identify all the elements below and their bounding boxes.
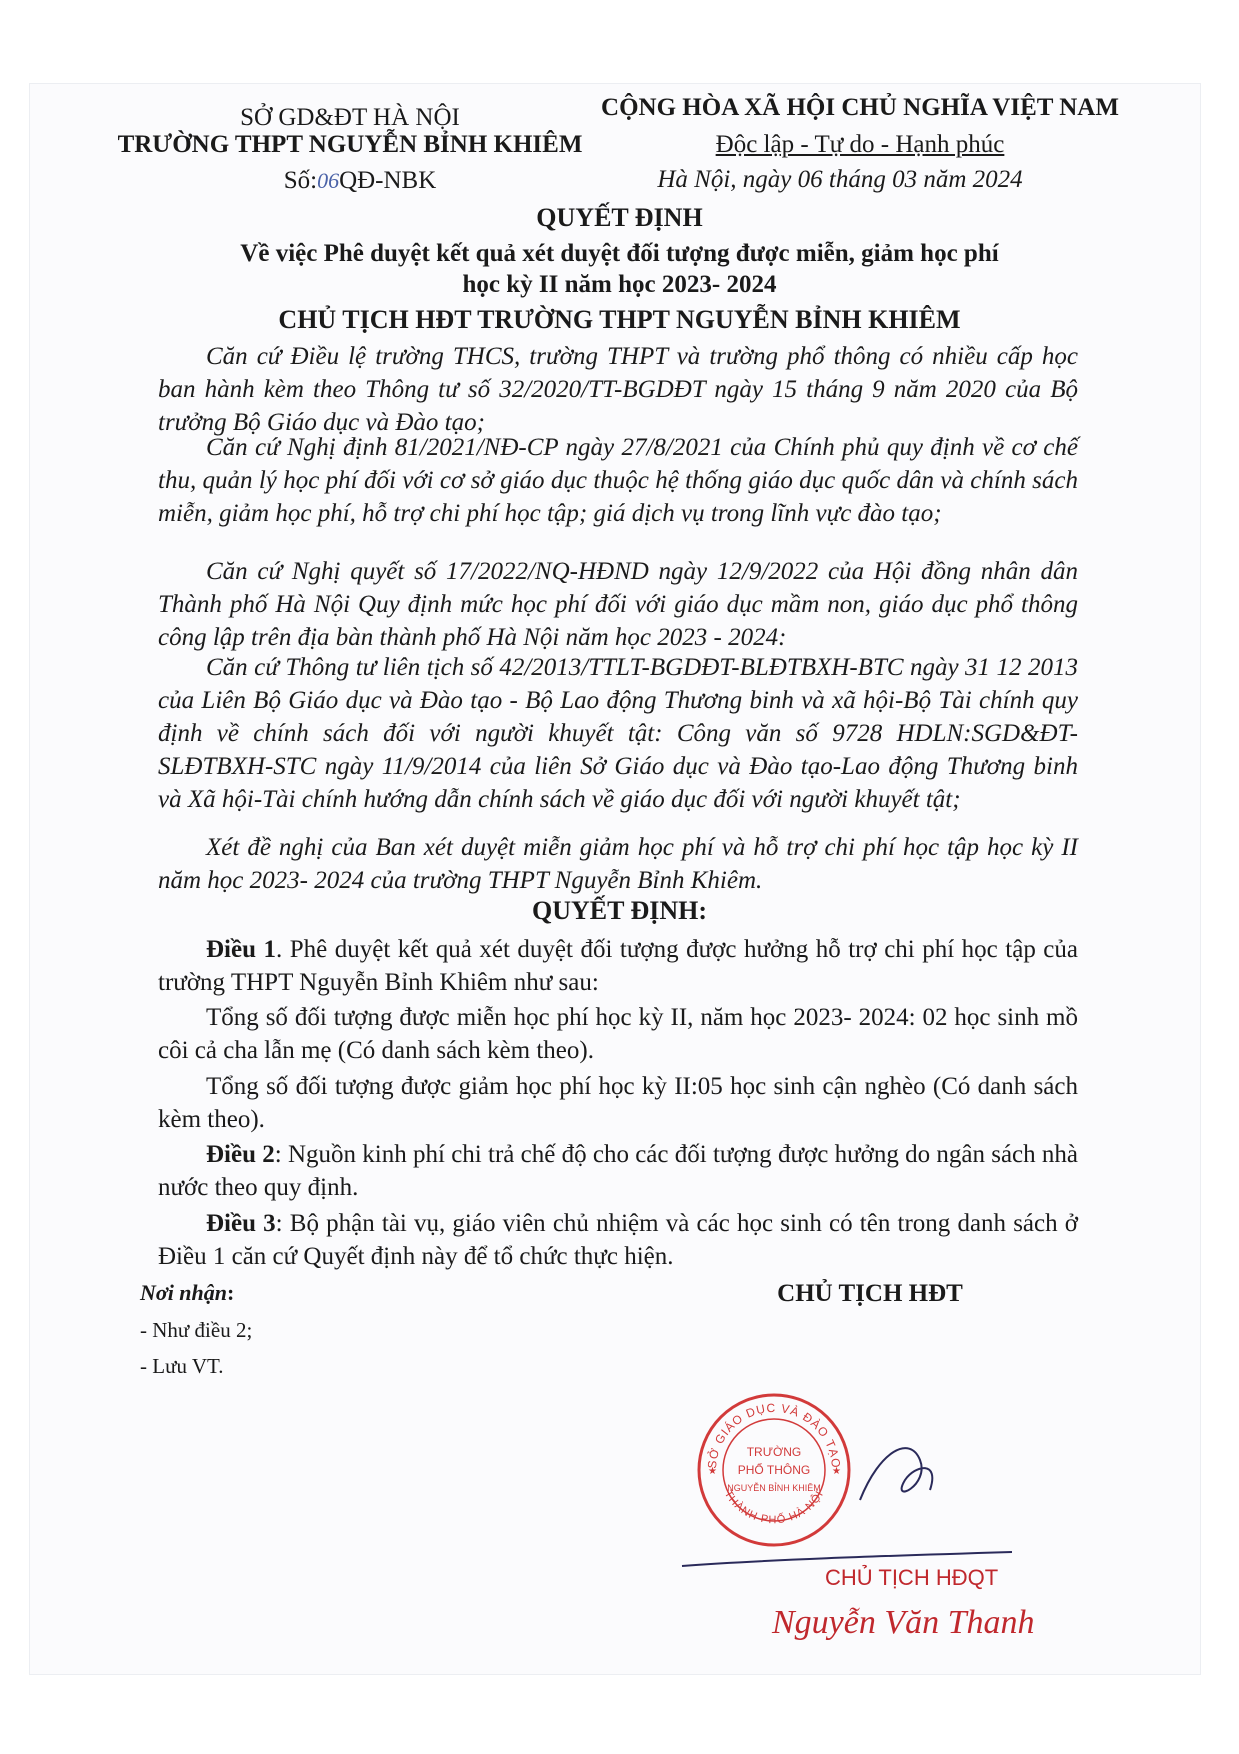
- article-2-text: : Nguồn kinh phí chi trả chế độ cho các đối tượng được hưởng do ngân sách nhà nước theo quy định.: [158, 1141, 1078, 1201]
- svg-text:PHỔ THÔNG: PHỔ THÔNG: [737, 1463, 811, 1477]
- motto: Độc lập - Tự do - Hạnh phúc: [715, 131, 1005, 158]
- article-1-label: Điều 1: [206, 936, 276, 963]
- department-name: SỞ GD&ĐT HÀ NỘI: [240, 104, 460, 131]
- subject-line-2: học kỳ II năm học 2023- 2024: [462, 271, 777, 298]
- issuing-authority: CHỦ TỊCH HĐT TRƯỜNG THPT NGUYỄN BỈNH KHIÊM: [278, 305, 961, 334]
- handwritten-number: 06: [317, 168, 340, 193]
- number-prefix: Số:: [283, 167, 318, 194]
- signer-name: Nguyễn Văn Thanh: [772, 1604, 1035, 1641]
- stamp-title: CHỦ TỊCH HĐQT: [825, 1565, 999, 1590]
- recipients-heading: Nơi nhận:: [140, 1280, 235, 1305]
- svg-text:THÀNH PHỐ HÀ NỘI: THÀNH PHỐ HÀ NỘI: [721, 1488, 827, 1527]
- article-3: [158, 1207, 1078, 1273]
- article-3-label: Điều 3: [206, 1210, 276, 1237]
- basis-paragraph-1: Căn cứ Điều lệ trường THCS, trường THPT và trường phổ thông có nhiều cấp học ban hành kèm theo Thông tư số 32/2020/TT-BGDĐT ngày 15 tháng 9 năm 2020 của Bộ trưởng Bộ Giáo dục và Đào tạo;: [158, 343, 1078, 436]
- article-1-text: . Phê duyệt kết quả xét duyệt đối tượng được hưởng hỗ trợ chi phí học tập của trường THPT Nguyễn Bỉnh Khiêm như sau:: [158, 936, 1079, 996]
- article-2-label: Điều 2: [206, 1141, 275, 1168]
- basis-paragraph-4: Căn cứ Thông tư liên tịch số 42/2013/TTLT-BGDĐT-BLĐTBXH-BTC ngày 31 12 2013 của Liên Bộ Giáo dục và Đào tạo - Bộ Lao động Thương binh và xã hội-Bộ Tài chính quy định về chính sách đối với người khuyết tật: Công văn số 9728 HDLN:SGD&ĐT-SLĐTBXH-STC ngày 11/9/2014 của liên Sở Giáo dục và Đào tạo-Lao động Thương binh và Xã hội-Tài chính hướng dẫn chính sách về giáo dục đối với người khuyết tật;: [158, 654, 1078, 813]
- article-1-exempt: Tổng số đối tượng được miễn học phí học kỳ II, năm học 2023- 2024: 02 học sinh mồ côi cả cha lẫn mẹ (Có danh sách kèm theo).: [158, 1004, 1078, 1064]
- school-seal-icon: [694, 1390, 854, 1550]
- svg-text:★: ★: [708, 1466, 717, 1477]
- svg-text:NGUYỄN BỈNH KHIÊM: NGUYỄN BỈNH KHIÊM: [727, 1483, 821, 1493]
- recipient-item: - Lưu VT.: [140, 1354, 224, 1378]
- signature-flourish-icon: [850, 1430, 950, 1520]
- basis-paragraph-2: Căn cứ Nghị định 81/2021/NĐ-CP ngày 27/8/2021 của Chính phủ quy định về cơ chế thu, quản lý học phí đối với cơ sở giáo dục thuộc hệ thống giáo dục quốc dân và chính sách miễn, giảm học phí, hỗ trợ chi phí học tập; giá dịch vụ trong lĩnh vực đào tạo;: [158, 434, 1078, 527]
- document-number: [180, 167, 540, 195]
- number-suffix: QĐ-NBK: [339, 167, 437, 194]
- recipient-item: - Như điều 2;: [140, 1318, 253, 1342]
- country-name: CỘNG HÒA XÃ HỘI CHỦ NGHĨA VIỆT NAM: [601, 94, 1119, 121]
- svg-text:TRƯỜNG: TRƯỜNG: [746, 1445, 802, 1459]
- issue-date: Hà Nội, ngày 06 tháng 03 năm 2024: [657, 166, 1023, 193]
- basis-paragraph-3: Căn cứ Nghị quyết số 17/2022/NQ-HĐND ngày 12/9/2022 của Hội đồng nhân dân Thành phố Hà Nội Quy định mức học phí đối với giáo dục mầm non, giáo dục phổ thông công lập trên địa bàn thành phố Hà Nội năm học 2023 - 2024:: [158, 558, 1078, 651]
- article-3-text: : Bộ phận tài vụ, giáo viên chủ nhiệm và các học sinh có tên trong danh sách ở Điều 1 căn cứ Quyết định này để tổ chức thực hiện.: [158, 1210, 1078, 1270]
- svg-text:SỞ GIÁO DỤC VÀ ĐÀO TẠO: SỞ GIÁO DỤC VÀ ĐÀO TẠO: [704, 1400, 844, 1470]
- subject-line-1: Về việc Phê duyệt kết quả xét duyệt đối tượng được miễn, giảm học phí: [240, 240, 999, 267]
- proposal-paragraph: Xét đề nghị của Ban xét duyệt miễn giảm học phí và hỗ trợ chi phí học tập học kỳ II năm học 2023- 2024 của trường THPT Nguyễn Bỉnh Khiêm.: [158, 834, 1078, 894]
- school-name: TRƯỜNG THPT NGUYỄN BỈNH KHIÊM: [117, 131, 583, 158]
- document-title: QUYẾT ĐỊNH: [536, 203, 703, 232]
- decision-heading: QUYẾT ĐỊNH:: [531, 896, 708, 925]
- signer-title: CHỦ TỊCH HĐT: [777, 1280, 963, 1307]
- article-1-reduce: Tổng số đối tượng được giảm học phí học kỳ II:05 học sinh cận nghèo (Có danh sách kèm theo).: [158, 1073, 1078, 1133]
- svg-text:★: ★: [832, 1466, 841, 1477]
- article-2: [158, 1138, 1078, 1204]
- article-1: [158, 933, 1078, 999]
